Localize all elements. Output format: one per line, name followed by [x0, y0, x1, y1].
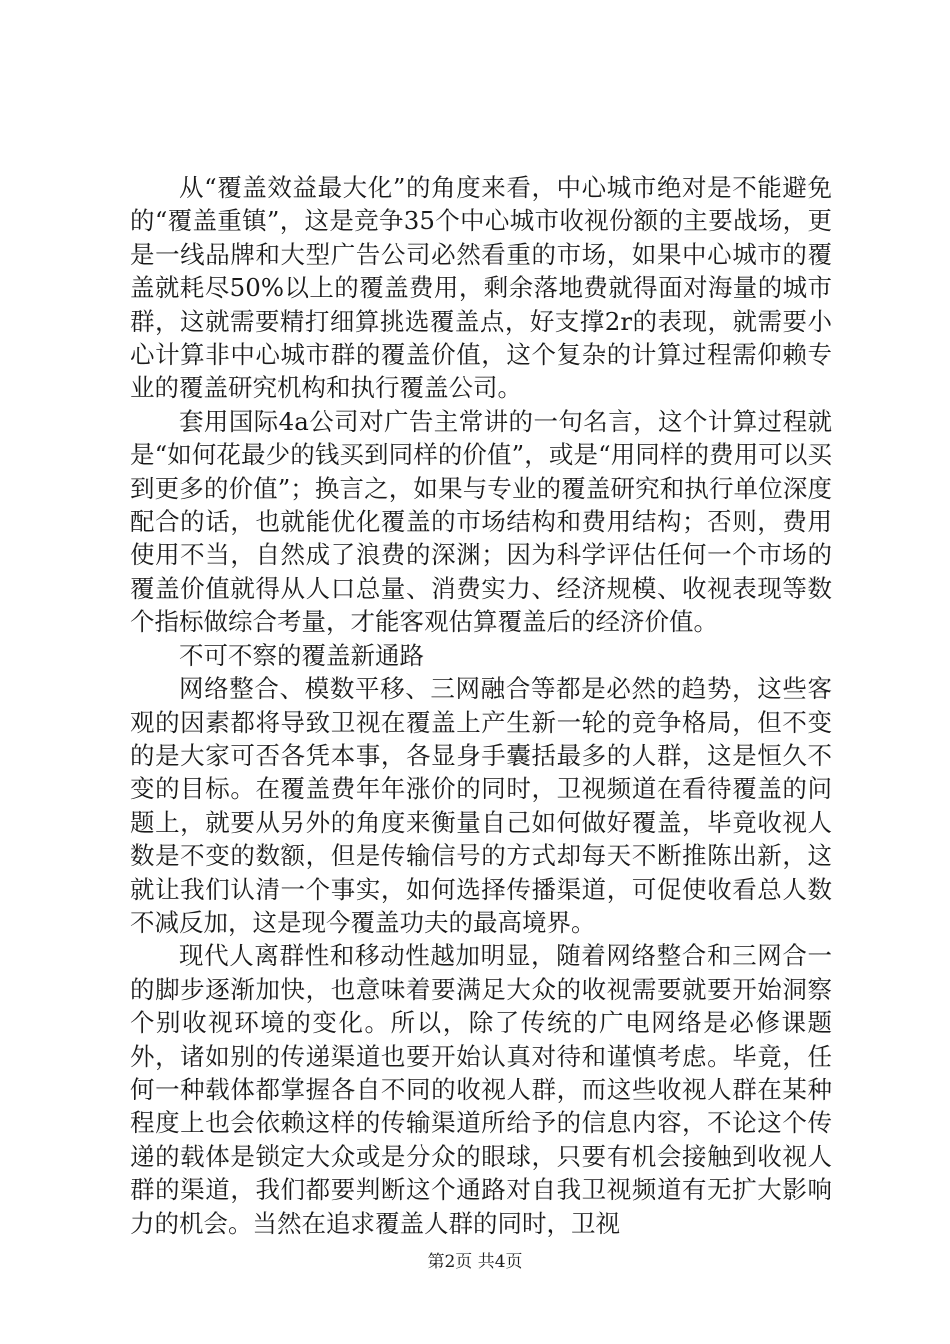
paragraph-network-integration: 网络整合、模数平移、三网融合等都是必然的趋势，这些客观的因素都将导致卫视在覆盖上产生新一轮的竞争格局，但不变的是大家可否各凭本事，各显身手囊括最多的人群，这是恒久不变的目标。在覆盖费年年涨价的同时，卫视频道在看待覆盖的问题上，就要从另外的角度来衡量自己如何做好覆盖，毕竟收视人数是不变的数额，但是传输信号的方式却每天不断推陈出新，这就让我们认清一个事实，如何选择传播渠道，可促使收看总人数不减反加，这是现今覆盖功夫的最高境界。: [130, 674, 832, 937]
paragraph-4a-quote: 套用国际4a公司对广告主常讲的一句名言，这个计算过程就是“如何花最少的钱买到同样的价值”，或是“用同样的费用可以买到更多的价值”；换言之，如果与专业的覆盖研究和执行单位深度配合的话，也就能优化覆盖的市场结构和费用结构；否则，费用使用不当，自然成了浪费的深渊；因为科学评估任何一个市场的覆盖价值就得从人口总量、消费实力、经济规模、收视表现等数个指标做综合考量，才能客观估算覆盖后的经济价值。: [130, 406, 832, 637]
section-heading: 不可不察的覆盖新通路: [179, 640, 424, 670]
page-number-footer: 第2页 共4页: [427, 1252, 523, 1272]
paragraph-modern-audience: 现代人离群性和移动性越加明显，随着网络整合和三网合一的脚步逐渐加快，也意味着要满足大众的收视需要就要开始洞察个别收视环境的变化。所以，除了传统的广电网络是必修课题外，诸如别的传递渠道也要开始认真对待和谨慎考虑。毕竟，任何一种载体都掌握各自不同的收视人群，而这些收视人群在某种程度上也会依赖这样的传输渠道所给予的信息内容，不论这个传递的载体是锁定大众或是分众的眼球，只要有机会接触到收视人群的渠道，我们都要判断这个通路对自我卫视频道有无扩大影响力的机会。当然在追求覆盖人群的同时，卫视: [130, 941, 832, 1238]
document-body: [130, 171, 832, 1240]
paragraph-coverage-benefit: 从“覆盖效益最大化”的角度来看，中心城市绝对是不能避免的“覆盖重镇”，这是竞争35个中心城市收视份额的主要战场，更是一线品牌和大型广告公司必然看重的市场，如果中心城市的覆盖就耗尽50%以上的覆盖费用，剩余落地费就得面对海量的城市群，这就需要精打细算挑选覆盖点，好支撑2r的表现，就需要小心计算非中心城市群的覆盖价值，这个复杂的计算过程需仰赖专业的覆盖研究机构和执行覆盖公司。: [130, 173, 832, 403]
